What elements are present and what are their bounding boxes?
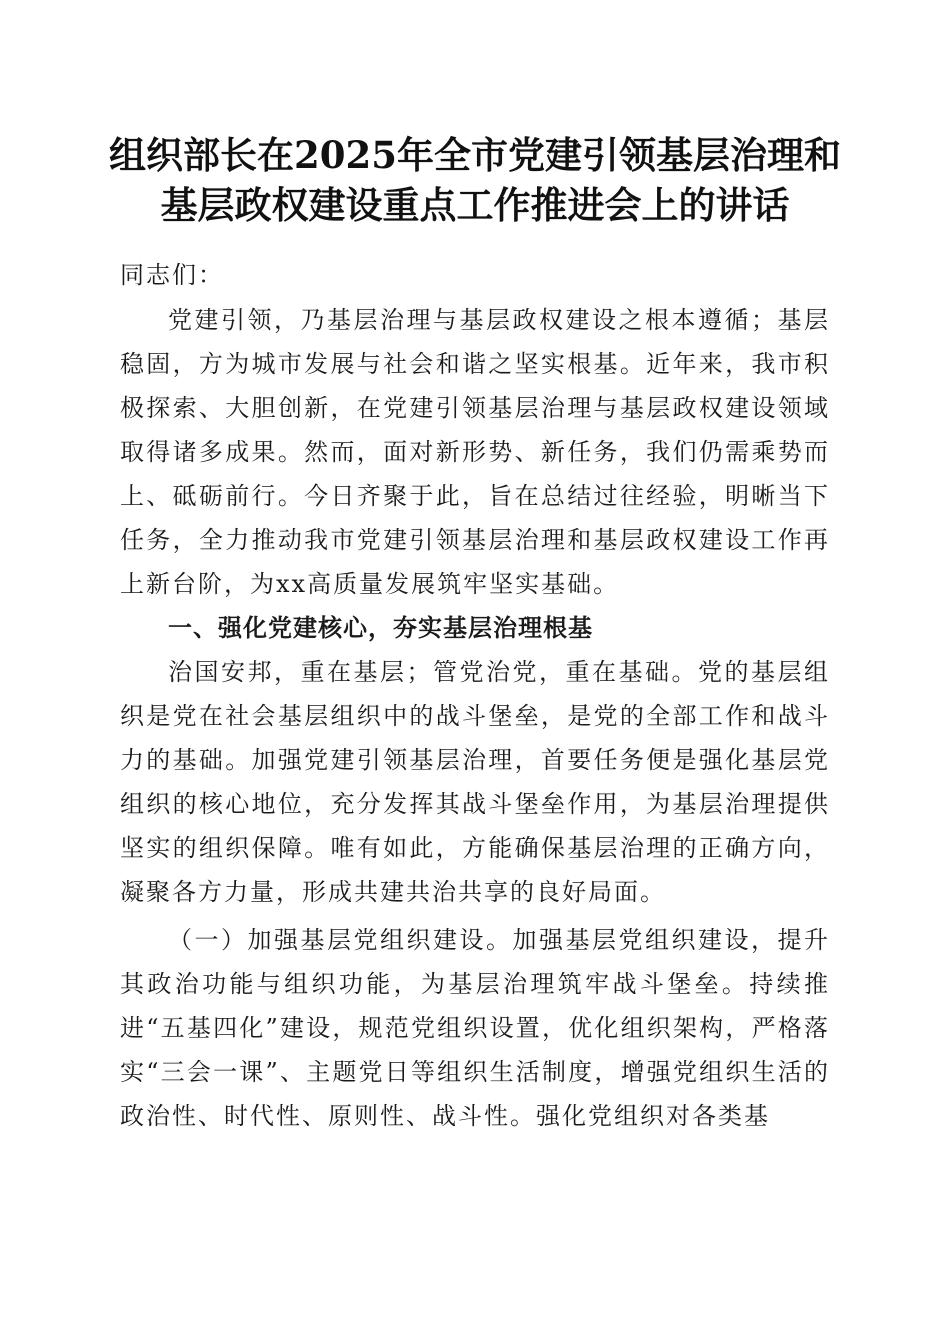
document-title xyxy=(100,130,850,230)
document-body xyxy=(120,253,830,1138)
subsection-1-text: 加强基层党组织建设，提升其政治功能与组织功能，为基层治理筑牢战斗堡垒。持续推进“五基四化”建设，规范党组织设置，优化组织架构，严格落实“三会一课”、主题党日等组织生活制度，增强党组织生活的政治性、时代性、原则性、战斗性。强化党组织对各类基 xyxy=(120,926,830,1130)
subsection-1-label: （一）加强基层党组织建设。 xyxy=(168,926,513,954)
section-heading-1: 一、强化党建核心，夯实基层治理根基 xyxy=(168,614,593,642)
title-line-2: 基层政权建设重点工作推进会上的讲话 xyxy=(160,183,790,227)
intro-paragraph: 党建引领，乃基层治理与基层政权建设之根本遵循；基层稳固，方为城市发展与社会和谐之坚实根基。近年来，我市积极探索、大胆创新，在党建引领基层治理与基层政权建设领域取得诸多成果。然而，面对新形势、新任务，我们仍需乘势而上、砥砺前行。今日齐聚于此，旨在总结过往经验，明晰当下任务，全力推动我市党建引领基层治理和基层政权建设工作再上新台阶，为xx高质量发展筑牢坚实基础。 xyxy=(120,306,830,598)
subsection-1-paragraph xyxy=(120,918,830,1138)
section-1-paragraph: 治国安邦，重在基层；管党治党，重在基础。党的基层组织是党在社会基层组织中的战斗堡垒，是党的全部工作和战斗力的基础。加强党建引领基层治理，首要任务便是强化基层党组织的核心地位，充分发挥其战斗堡垒作用，为基层治理提供坚实的组织保障。唯有如此，方能确保基层治理的正确方向，凝聚各方力量，形成共建共治共享的良好局面。 xyxy=(120,658,830,906)
title-line-1: 组织部长在2025年全市党建引领基层治理和 xyxy=(109,133,841,177)
salutation: 同志们： xyxy=(120,261,224,289)
